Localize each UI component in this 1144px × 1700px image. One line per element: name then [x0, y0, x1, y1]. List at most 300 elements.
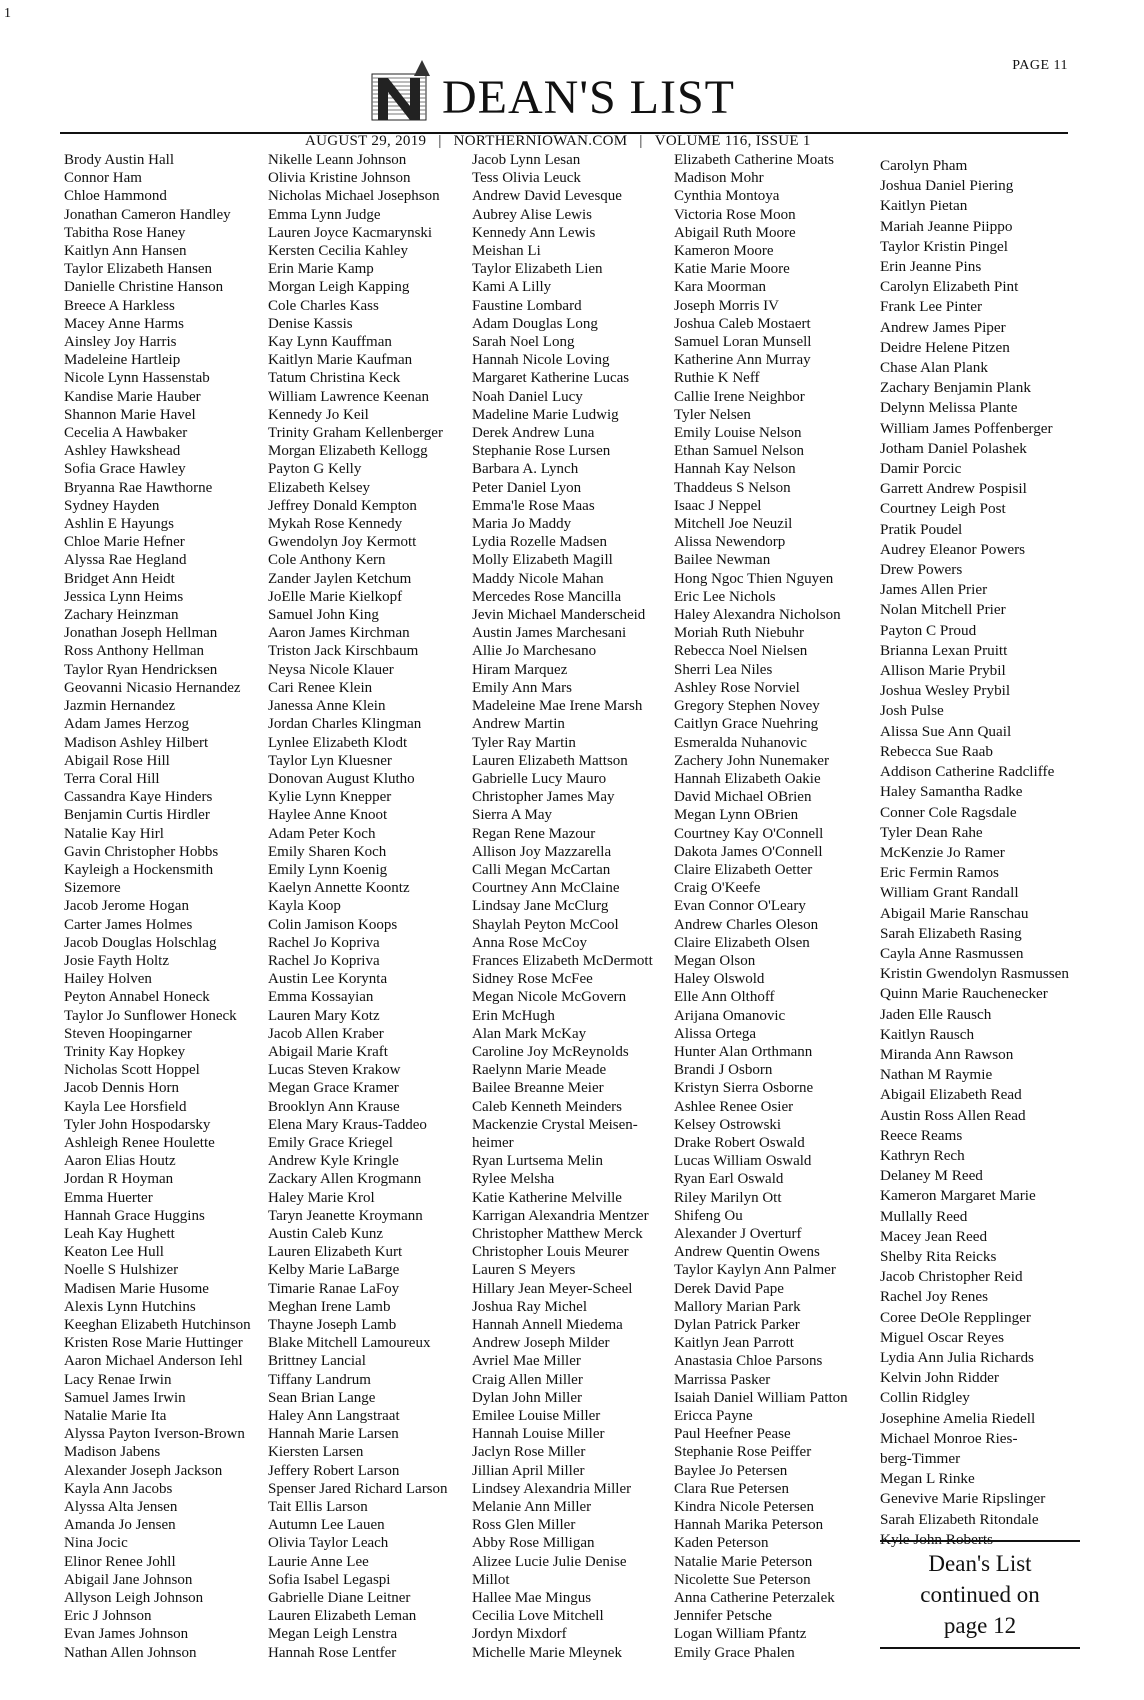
list-item: Dylan John Miller	[472, 1389, 582, 1406]
list-item: Garrett Andrew Pospisil	[880, 480, 1027, 498]
list-item: Autumn Lee Lauen	[268, 1517, 385, 1534]
list-item: Benjamin Curtis Hirdler	[64, 807, 210, 824]
list-item: Rachel Jo Kopriva	[268, 934, 380, 951]
list-item: Kara Moorman	[674, 279, 767, 296]
list-item: Cynthia Montoya	[674, 188, 780, 205]
list-item: Nicholas Scott Hoppel	[64, 1062, 200, 1079]
northern-iowan-logo	[370, 58, 438, 122]
list-item: Ryan Lurtsema Melin	[472, 1153, 604, 1170]
list-item: Megan Leigh Lenstra	[268, 1626, 398, 1643]
list-item: Austin James Marchesani	[472, 625, 627, 642]
list-item: Abigail Jane Johnson	[64, 1571, 193, 1588]
list-item: Cassandra Kaye Hinders	[64, 789, 213, 806]
list-item: Claire Elizabeth Olsen	[674, 934, 810, 951]
list-item: Denise Kassis	[268, 315, 353, 332]
list-item: Morgan Leigh Kapping	[268, 279, 410, 296]
list-item: Joshua Ray Michel	[472, 1298, 587, 1315]
list-item: Courtney Leigh Post	[880, 500, 1006, 518]
list-item: Nathan M Raymie	[880, 1066, 993, 1084]
list-item: Caitlyn Grace Nuehring	[674, 716, 819, 733]
list-item: Jordyn Mixdorf	[472, 1626, 567, 1643]
list-item: Blake Mitchell Lamoureux	[268, 1335, 431, 1352]
issue-volume: VOLUME 116, ISSUE 1	[654, 133, 811, 149]
list-item: Haley Marie Krol	[268, 1189, 375, 1206]
list-item: Cayla Anne Rasmussen	[880, 944, 1024, 962]
page-number: PAGE 11	[1012, 58, 1068, 73]
list-item: Janessa Anne Klein	[268, 698, 386, 715]
list-item: Jessica Lynn Heims	[64, 588, 184, 605]
list-item: Nicholas Michael Josephson	[268, 188, 440, 205]
list-item: Lindsey Alexandria Miller	[472, 1480, 632, 1497]
list-item: Christopher James May	[472, 789, 615, 806]
list-item: Elinor Renee Johll	[64, 1553, 176, 1570]
list-item: Michelle Marie Mleynek	[472, 1644, 622, 1661]
list-item: McKenzie Jo Ramer	[880, 843, 1005, 861]
list-item: Sizemore	[64, 880, 121, 897]
list-item: Haley Olswold	[674, 971, 765, 988]
list-item: Andrew Charles Oleson	[674, 916, 819, 933]
list-item: Brittney Lancial	[268, 1353, 366, 1370]
list-item: Kaitlyn Jean Parrott	[674, 1335, 794, 1352]
list-item: Kristin Gwendolyn Rasmussen	[880, 965, 1069, 983]
list-item: Colin Jamison Koops	[268, 916, 398, 933]
list-item: Hong Ngoc Thien Nguyen	[674, 570, 834, 587]
list-item: Stephanie Rose Lursen	[472, 443, 611, 460]
list-item: Callie Irene Neighbor	[674, 388, 805, 405]
list-item: Courtney Ann McClaine	[472, 880, 620, 897]
list-item: Mitchell Joe Neuzil	[674, 516, 793, 533]
list-item: Kaitlyn Ann Hansen	[64, 243, 187, 260]
list-item: Lauren S Meyers	[472, 1262, 576, 1279]
list-item: Haley Ann Langstraat	[268, 1408, 400, 1425]
margin-mark: 1	[4, 6, 11, 21]
list-item: Barbara A. Lynch	[472, 461, 579, 478]
list-item: Gavin Christopher Hobbs	[64, 843, 219, 860]
list-item: Ashleigh Renee Houlette	[64, 1134, 215, 1151]
list-item: Olivia Taylor Leach	[268, 1535, 389, 1552]
list-item: Brandi J Osborn	[674, 1062, 773, 1079]
list-item: Hannah Rose Lentfer	[268, 1644, 397, 1661]
list-item: Laurie Anne Lee	[268, 1553, 369, 1570]
list-item: Cole Charles Kass	[268, 297, 379, 314]
list-item: Allison Joy Mazzarella	[472, 843, 612, 860]
list-item: Sean Brian Lange	[268, 1389, 376, 1406]
list-item: Taylor Lyn Kluesner	[268, 752, 392, 769]
list-item: Abigail Marie Kraft	[268, 1043, 388, 1060]
list-item: Courtney Kay O'Connell	[674, 825, 824, 842]
list-item: Melanie Ann Miller	[472, 1499, 592, 1516]
list-item: Esmeralda Nuhanovic	[674, 734, 807, 751]
list-item: Andrew David Levesque	[472, 188, 622, 205]
list-item: berg-Timmer	[880, 1450, 961, 1467]
list-item: Tess Olivia Leuck	[472, 170, 581, 187]
list-item: Adam Douglas Long	[472, 315, 598, 332]
list-item: Breece A Harkless	[64, 297, 175, 314]
list-item: Alyssa Rae Hegland	[64, 552, 187, 569]
list-item: Jeffery Robert Larson	[268, 1462, 400, 1479]
issue-line	[305, 133, 811, 150]
list-item: Hallee Mae Mingus	[472, 1590, 592, 1607]
list-item: Rachel Joy Renes	[880, 1288, 988, 1306]
list-item: Mykah Rose Kennedy	[268, 516, 403, 533]
list-item: Jacob Lynn Lesan	[472, 152, 581, 168]
list-item: Andrew Joseph Milder	[472, 1335, 610, 1352]
name-column-2	[268, 151, 448, 1662]
list-item: Adam Peter Koch	[268, 825, 376, 842]
list-item: Jeffrey Donald Kempton	[268, 497, 417, 514]
list-item: Emily Lynn Koenig	[268, 861, 388, 878]
list-item: Allie Jo Marchesano	[472, 643, 597, 660]
list-item: Gabrielle Lucy Mauro	[472, 770, 607, 787]
list-item: Christopher Louis Meurer	[472, 1244, 629, 1261]
list-item: Brody Austin Hall	[64, 152, 175, 168]
list-item: Miranda Ann Rawson	[880, 1045, 1014, 1063]
list-item: Calli Megan McCartan	[472, 861, 611, 878]
list-item: Payton G Kelly	[268, 461, 362, 478]
list-item: Jacob Douglas Holschlag	[64, 934, 217, 951]
list-item: Terra Coral Hill	[64, 770, 160, 787]
list-item: Zachary Benjamin Plank	[880, 379, 1031, 397]
list-item: Claire Elizabeth Oetter	[674, 861, 813, 878]
list-item: Aaron Elias Houtz	[64, 1153, 176, 1170]
list-item: Aubrey Alise Lewis	[472, 206, 592, 223]
list-item: Deidre Helene Pitzen	[880, 338, 1010, 356]
list-item: Taylor Ryan Hendricksen	[64, 661, 218, 678]
list-item: Haley Alexandra Nicholson	[674, 607, 841, 624]
list-item: Macey Anne Harms	[64, 315, 184, 332]
issue-date: AUGUST 29, 2019	[305, 133, 427, 149]
list-item: Anna Catherine Peterzalek	[674, 1590, 835, 1607]
list-item: Delaney M Reed	[880, 1167, 983, 1185]
list-item: Adam James Herzog	[64, 716, 189, 733]
list-item: Josie Fayth Holtz	[64, 952, 169, 969]
list-item: Dylan Patrick Parker	[674, 1317, 800, 1333]
list-item: Rebecca Sue Raab	[880, 742, 994, 760]
list-item: Kami A Lilly	[472, 279, 552, 296]
list-item: Erin Marie Kamp	[268, 261, 374, 278]
list-item: Tatum Christina Keck	[268, 370, 401, 387]
list-item: Kelby Marie LaBarge	[268, 1262, 400, 1279]
list-item: Kayla Lee Horsfield	[64, 1098, 187, 1115]
list-item: Jacob Christopher Reid	[880, 1268, 1023, 1286]
list-item: Jevin Michael Manderscheid	[472, 607, 646, 624]
list-item: Haley Samantha Radke	[880, 783, 1023, 801]
list-item: Gwendolyn Joy Kermott	[268, 534, 417, 551]
list-item: Rylee Melsha	[472, 1171, 555, 1188]
list-item: Emma Huerter	[64, 1189, 153, 1206]
list-item: Andrew Martin	[472, 716, 565, 733]
list-item: Tyler Ray Martin	[472, 734, 576, 751]
list-item: Kayleigh a Hockensmith	[64, 861, 214, 878]
list-item: Bailee Breanne Meier	[472, 1080, 604, 1097]
list-item: Kaitlyn Marie Kaufman	[268, 352, 413, 369]
list-item: Jotham Daniel Polashek	[880, 439, 1027, 457]
list-item: Danielle Christine Hanson	[64, 279, 224, 296]
list-item: Sarah Noel Long	[472, 334, 575, 351]
separator: |	[438, 133, 442, 149]
list-item: Mercedes Rose Mancilla	[472, 588, 622, 605]
list-item: Isaac J Neppel	[674, 497, 762, 514]
list-item: Tabitha Rose Haney	[64, 224, 186, 241]
list-item: Timarie Ranae LaFoy	[268, 1280, 400, 1297]
list-item: Delynn Melissa Plante	[880, 399, 1018, 417]
list-item: Kaelyn Annette Koontz	[268, 880, 410, 897]
list-item: Austin Ross Allen Read	[880, 1106, 1026, 1124]
list-item: Lauren Mary Kotz	[268, 1007, 380, 1024]
list-item: Lindsay Jane McClurg	[472, 898, 609, 915]
list-item: Arijana Omanovic	[674, 1007, 786, 1024]
list-item: Triston Jack Kirschbaum	[268, 643, 419, 660]
list-item: Alissa Ortega	[674, 1025, 757, 1042]
continued-line: page 12	[943, 1613, 1017, 1638]
list-item: Alissa Sue Ann Quail	[880, 722, 1012, 740]
list-item: Shannon Marie Havel	[64, 406, 196, 423]
list-item: Kelsey Ostrowski	[674, 1116, 782, 1133]
list-item: Kennedy Jo Keil	[268, 406, 369, 423]
list-item: Peter Daniel Lyon	[472, 479, 582, 496]
list-item: Alexander J Overturf	[674, 1225, 802, 1242]
list-item: Neysa Nicole Klauer	[268, 661, 394, 678]
list-item: Jacob Dennis Horn	[64, 1080, 179, 1097]
list-item: Madison Mohr	[674, 170, 764, 187]
list-item: Michael Monroe Ries-	[880, 1429, 1018, 1447]
list-item: Coree DeOle Repplinger	[880, 1308, 1031, 1326]
list-item: Avriel Mae Miller	[472, 1353, 581, 1370]
list-item: Carter James Holmes	[64, 916, 193, 933]
list-item: Abigail Marie Ranschau	[880, 904, 1029, 922]
list-item: Trinity Kay Hopkey	[64, 1043, 186, 1060]
list-item: William James Poffenberger	[880, 419, 1053, 437]
list-item: Damir Porcic	[880, 460, 962, 478]
list-item: JoElle Marie Kielkopf	[268, 588, 403, 605]
list-item: Kersten Cecilia Kahley	[268, 243, 408, 260]
list-item: Elizabeth Kelsey	[268, 479, 371, 496]
list-item: Connor Ham	[64, 170, 142, 187]
list-item: Leah Kay Hughett	[64, 1225, 175, 1242]
list-item: Sidney Rose McFee	[472, 971, 593, 988]
list-item: Carolyn Elizabeth Pint	[880, 278, 1019, 296]
masthead	[370, 50, 735, 126]
list-item: Derek David Pape	[674, 1280, 784, 1297]
list-item: Emily Sharen Koch	[268, 843, 387, 860]
list-item: Cecelia A Hawbaker	[64, 425, 188, 442]
list-item: Tyler Nelsen	[674, 406, 751, 423]
list-item: Andrew James Piper	[880, 318, 1006, 336]
list-item: Ashlin E Hayungs	[64, 516, 174, 533]
list-item: Sofia Grace Hawley	[64, 461, 186, 478]
list-item: Isaiah Daniel William Patton	[674, 1389, 848, 1406]
list-item: Emma Lynn Judge	[268, 206, 381, 223]
list-item: Moriah Ruth Niebuhr	[674, 625, 804, 642]
list-item: Ashlee Renee Osier	[674, 1098, 794, 1115]
list-item: Jonathan Joseph Hellman	[64, 625, 218, 642]
list-item: Hiram Marquez	[472, 661, 568, 678]
list-item: Eric Lee Nichols	[674, 588, 776, 605]
list-item: Allison Marie Prybil	[880, 662, 1006, 680]
list-item: Nikelle Leann Johnson	[268, 152, 407, 168]
list-item: Macey Jean Reed	[880, 1227, 988, 1245]
list-item: Frances Elizabeth McDermott	[472, 952, 653, 969]
list-item: Miguel Oscar Reyes	[880, 1328, 1004, 1346]
list-item: Erin Jeanne Pins	[880, 258, 982, 276]
list-item: Taryn Jeanette Kroymann	[268, 1207, 423, 1224]
list-item: Audrey Eleanor Powers	[880, 540, 1026, 558]
list-item: Alissa Newendorp	[674, 534, 786, 551]
continued-line: Dean's List	[928, 1551, 1032, 1576]
list-item: Taylor Jo Sunflower Honeck	[64, 1007, 237, 1024]
list-item: Drake Robert Oswald	[674, 1134, 805, 1151]
list-item: William Grant Randall	[880, 884, 1019, 902]
list-item: Collin Ridgley	[880, 1389, 970, 1407]
list-item: Joshua Daniel Piering	[880, 177, 1014, 195]
list-item: Nicole Lynn Hassenstab	[64, 370, 210, 387]
list-item: Kayla Koop	[268, 898, 341, 915]
list-item: Katie Katherine Melville	[472, 1189, 622, 1206]
name-column-4	[674, 151, 848, 1662]
list-item: Megan L Rinke	[880, 1470, 975, 1488]
list-item: Brianna Lexan Pruitt	[880, 641, 1008, 659]
list-item: Riley Marilyn Ott	[674, 1189, 782, 1206]
list-item: Carolyn Pham	[880, 157, 968, 174]
list-item: Mariah Jeanne Piippo	[880, 217, 1013, 235]
list-item: Peyton Annabel Honeck	[64, 989, 210, 1006]
list-item: Taylor Elizabeth Lien	[472, 261, 603, 278]
list-item: Elle Ann Olthoff	[674, 989, 775, 1006]
list-item: Taylor Kaylyn Ann Palmer	[674, 1262, 836, 1279]
list-item: Thaddeus S Nelson	[674, 479, 791, 496]
list-item: Jaden Elle Rausch	[880, 1005, 992, 1023]
list-item: Keeghan Elizabeth Hutchinson	[64, 1317, 251, 1333]
list-item: Taylor Elizabeth Hansen	[64, 261, 213, 278]
list-item: Josh Pulse	[880, 702, 944, 720]
list-item: Hannah Louise Miller	[472, 1426, 605, 1443]
list-item: Natalie Marie Ita	[64, 1408, 167, 1425]
issue-site: NORTHERNIOWAN.COM	[453, 133, 628, 149]
list-item: Josephine Amelia Riedell	[880, 1409, 1036, 1427]
list-item: Kaden Peterson	[674, 1535, 769, 1552]
list-item: Abigail Rose Hill	[64, 752, 170, 769]
list-item: Abigail Ruth Moore	[674, 224, 796, 241]
list-item: Sherri Lea Niles	[674, 661, 773, 678]
list-item: Emilee Louise Miller	[472, 1408, 601, 1425]
list-item: Tiffany Landrum	[268, 1371, 371, 1388]
list-item: Elizabeth Catherine Moats	[674, 152, 834, 168]
list-item: Kathryn Rech	[880, 1146, 965, 1164]
list-item: Madeleine Hartleip	[64, 352, 181, 369]
list-item: Taylor Kristin Pingel	[880, 237, 1009, 255]
page-title: DEAN'S LIST	[442, 71, 735, 124]
list-item: Karrigan Alexandria Mentzer	[472, 1207, 649, 1224]
list-item: Kristyn Sierra Osborne	[674, 1080, 814, 1097]
list-item: Joshua Wesley Prybil	[880, 682, 1011, 700]
list-item: Jordan Charles Klingman	[268, 716, 422, 733]
list-item: Jordan R Hoyman	[64, 1171, 174, 1188]
list-item: Thayne Joseph Lamb	[268, 1317, 397, 1333]
list-item: Ericca Payne	[674, 1408, 753, 1425]
list-item: Tyler John Hospodarsky	[64, 1116, 211, 1133]
list-item: Rebecca Noel Nielsen	[674, 643, 808, 660]
list-item: Jazmin Hernandez	[64, 698, 176, 715]
list-item: Alyssa Alta Jensen	[64, 1499, 178, 1516]
list-item: Shelby Rita Reicks	[880, 1247, 997, 1265]
list-item: Evan James Johnson	[64, 1626, 189, 1643]
list-item: Megan Grace Kramer	[268, 1080, 399, 1097]
list-item: Alyssa Payton Iverson-Brown	[64, 1426, 245, 1443]
list-item: Cari Renee Klein	[268, 679, 373, 696]
list-item: Kandise Marie Hauber	[64, 388, 201, 405]
list-item: Steven Hoopingarner	[64, 1025, 192, 1042]
list-item: Keaton Lee Hull	[64, 1244, 164, 1261]
list-item: Zackary Allen Krogmann	[268, 1171, 422, 1188]
list-item: Victoria Rose Moon	[674, 206, 796, 223]
list-item: Evan Connor O'Leary	[674, 898, 806, 915]
list-item: Lacy Renae Irwin	[64, 1371, 172, 1388]
list-item: Anna Rose McCoy	[472, 934, 587, 951]
list-item: Tyler Dean Rahe	[880, 823, 983, 841]
list-item: James Allen Prier	[880, 581, 988, 599]
list-item: Madeleine Mae Irene Marsh	[472, 698, 643, 715]
list-item: Andrew Kyle Kringle	[268, 1153, 399, 1170]
name-column-5	[880, 156, 1069, 1550]
list-item: Lydia Ann Julia Richards	[880, 1348, 1034, 1366]
list-item: Drew Powers	[880, 561, 963, 579]
list-item: Spenser Jared Richard Larson	[268, 1480, 448, 1497]
list-item: Geovanni Nicasio Hernandez	[64, 679, 241, 696]
list-item: Elena Mary Kraus-Taddeo	[268, 1116, 427, 1133]
list-item: Madisen Marie Husome	[64, 1280, 209, 1297]
list-item: Katherine Ann Murray	[674, 352, 811, 369]
list-item: Aaron James Kirchman	[268, 625, 410, 642]
list-item: Joshua Caleb Mostaert	[674, 315, 811, 332]
list-item: Ethan Samuel Nelson	[674, 443, 804, 460]
list-item: Kameron Moore	[674, 243, 774, 260]
list-item: Caroline Joy McReynolds	[472, 1043, 629, 1060]
list-item: Hannah Marika Peterson	[674, 1517, 824, 1534]
list-item: Ashley Hawkshead	[64, 443, 181, 460]
list-item: Andrew Quentin Owens	[674, 1244, 820, 1261]
list-item: Mullally Reed	[880, 1207, 968, 1225]
list-item: Frank Lee Pinter	[880, 298, 983, 316]
list-item: Jennifer Petsche	[674, 1608, 772, 1625]
list-item: Shifeng Ou	[674, 1207, 743, 1224]
list-item: Shaylah Peyton McCool	[472, 916, 619, 933]
list-item: Bryanna Rae Hawthorne	[64, 479, 213, 496]
list-item: Megan Olson	[674, 952, 756, 969]
list-item: Samuel John King	[268, 607, 379, 624]
list-item: Reece Reams	[880, 1126, 963, 1144]
list-item: Baylee Jo Petersen	[674, 1462, 788, 1479]
list-item: Jaclyn Rose Miller	[472, 1444, 586, 1461]
list-item: Trinity Graham Kellenberger	[268, 425, 443, 442]
list-item: Hailey Holven	[64, 971, 152, 988]
list-item: Kaitlyn Pietan	[880, 197, 968, 215]
list-item: Alexander Joseph Jackson	[64, 1462, 223, 1479]
list-item: Stephanie Rose Peiffer	[674, 1444, 812, 1461]
list-item: Ryan Earl Oswald	[674, 1171, 784, 1188]
list-item: Alizee Lucie Julie Denise	[472, 1553, 627, 1570]
continued-line: continued on	[920, 1582, 1040, 1607]
list-item: Paul Heefner Pease	[674, 1426, 791, 1443]
list-item: Joseph Morris IV	[674, 297, 779, 314]
list-item: Kyle John Roberts	[880, 1530, 994, 1548]
list-item: Kennedy Ann Lewis	[472, 224, 596, 241]
list-item: Abigail Elizabeth Read	[880, 1086, 1022, 1104]
list-item: Addison Catherine Radcliffe	[880, 763, 1055, 781]
list-item: Maddy Nicole Mahan	[472, 570, 604, 587]
list-item: Sarah Elizabeth Ritondale	[880, 1510, 1039, 1528]
list-item: Payton C Proud	[880, 621, 977, 639]
continued-notice	[880, 1540, 1080, 1649]
